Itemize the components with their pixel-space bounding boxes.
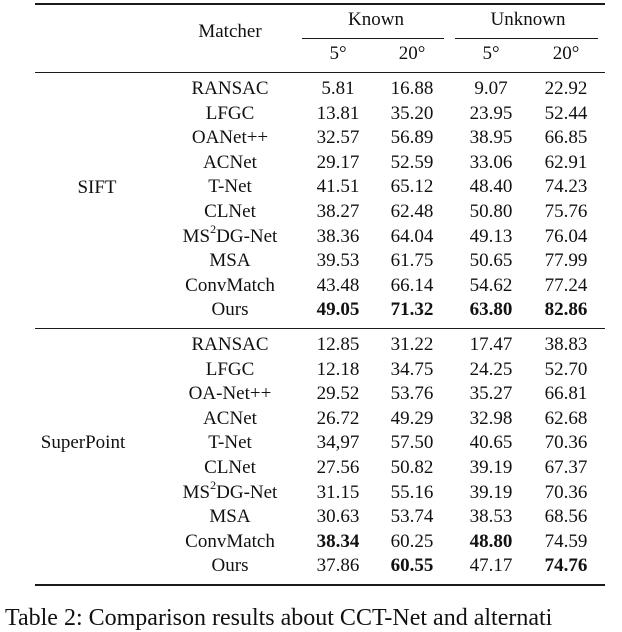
table-cell: 29.52: [316, 383, 360, 405]
table-cell: 5.81: [321, 78, 355, 99]
matcher-name: [203, 408, 257, 430]
table-cell: 67.37: [544, 457, 588, 478]
table-cell: 64.04: [390, 225, 434, 247]
table-cell: 35.27: [469, 383, 513, 405]
matcher-header: Matcher: [198, 21, 262, 42]
table-cell: 55.16: [390, 481, 434, 503]
matcher-name: [182, 478, 278, 504]
table-cell: 53.74: [390, 506, 434, 528]
table-cell: 68.56: [544, 506, 588, 528]
matcher-name: [189, 383, 272, 405]
table-cell: 74.23: [544, 176, 588, 198]
table-cell: 39.53: [316, 250, 360, 272]
matcher-name: [208, 432, 252, 454]
table-cell: 66.81: [544, 383, 588, 405]
matcher-name-text: MSA: [209, 250, 251, 272]
matcher-name-text: CLNet: [204, 201, 256, 222]
table-cell: 56.89: [390, 127, 434, 149]
table-cell: 13.81: [316, 102, 360, 124]
detector-label: SuperPoint: [40, 432, 126, 453]
matcher-name: [204, 201, 256, 223]
table-cell: 37.86: [316, 555, 360, 577]
threshold-header: 5°: [329, 43, 347, 64]
table-cell: 17.47: [469, 334, 513, 355]
matcher-name: [185, 275, 275, 297]
table-cell: 12.18: [316, 358, 360, 380]
table-cell: 31.15: [316, 481, 360, 503]
matcher-name-text: CLNet: [204, 457, 256, 478]
matcher-name-text: Ours: [211, 555, 249, 577]
table-cell: 60.55: [390, 555, 434, 577]
matcher-name: [185, 531, 275, 553]
header-rule: [35, 72, 605, 73]
table-cell: 24.25: [469, 358, 513, 380]
matcher-name-text: ACNet: [203, 151, 257, 173]
known-cmidrule: [302, 38, 444, 39]
matcher-name: [191, 334, 268, 356]
table-cell: 54.62: [469, 274, 513, 296]
table-cell: 38.83: [544, 334, 588, 355]
table-cell: 38.95: [469, 127, 513, 149]
matcher-name-text: MS: [182, 481, 211, 503]
matcher-name: [209, 250, 250, 272]
table-cell: 26.72: [316, 407, 360, 429]
table-cell: 39.19: [469, 457, 513, 478]
matcher-name: [208, 176, 252, 198]
known-header: Known: [348, 9, 404, 30]
table-cell: 70.36: [544, 481, 588, 503]
table-cell: 32.57: [316, 127, 360, 149]
table-cell: 34.75: [390, 358, 434, 380]
matcher-name: [206, 103, 255, 125]
table-cell: 61.75: [390, 250, 434, 272]
table-cell: 12.85: [316, 334, 360, 355]
table-cell: 71.32: [390, 299, 434, 321]
matcher-name-text: T-Net: [208, 176, 252, 198]
table-cell: 66.14: [390, 274, 434, 296]
table-cell: 33.06: [469, 151, 513, 173]
table-cell: 22.92: [544, 78, 588, 99]
table-cell: 38.36: [316, 225, 360, 247]
table-cell: 39.19: [469, 481, 513, 503]
table-cell: 23.95: [469, 102, 513, 124]
matcher-name: [209, 506, 250, 528]
matcher-name-text: LFGC: [205, 358, 255, 380]
table-cell: 50.82: [390, 457, 434, 478]
table-cell: 16.88: [390, 78, 434, 99]
matcher-name-suffix: DG-Net: [216, 481, 278, 503]
table-cell: 50.80: [469, 201, 513, 222]
table-cell: 41.51: [316, 176, 360, 198]
table-cell: 9.07: [474, 78, 508, 99]
matcher-name-text: Ours: [211, 299, 249, 321]
detector-label: SIFT: [77, 177, 117, 198]
bottom-rule: [35, 584, 605, 586]
table-cell: 29.17: [316, 151, 360, 173]
matcher-name-text: LFGC: [205, 102, 255, 124]
matcher-name-text: RANSAC: [191, 334, 269, 355]
table-cell: 38.34: [316, 530, 360, 552]
table-cell: 77.24: [544, 274, 588, 296]
table-cell: 70.36: [544, 432, 588, 454]
table-cell: 49.29: [390, 407, 434, 429]
matcher-name-text: OANet++: [191, 127, 269, 149]
matcher-name: [191, 78, 268, 100]
matcher-name-suffix: DG-Net: [216, 225, 278, 247]
table-cell: 75.76: [544, 201, 588, 222]
matcher-name: [212, 555, 249, 577]
table-cell: 62.68: [544, 407, 588, 429]
table-cell: 76.04: [544, 225, 588, 247]
table-cell: 40.65: [469, 432, 513, 454]
matcher-name: [204, 457, 256, 479]
table-cell: 77.99: [544, 250, 588, 272]
table-cell: 43.48: [316, 274, 360, 296]
table-cell: 30.63: [316, 506, 360, 528]
table-cell: 35.20: [390, 102, 434, 124]
table-cell: 50.65: [469, 250, 513, 272]
matcher-name-text: ConvMatch: [185, 274, 275, 296]
table-cell: 34,97: [316, 432, 360, 454]
table-cell: 66.85: [544, 127, 588, 149]
table-cell: 47.17: [469, 555, 513, 577]
unknown-header: Unknown: [490, 9, 566, 30]
matcher-name: [206, 359, 255, 381]
table-cell: 38.53: [469, 506, 513, 528]
table-cell: 48.40: [469, 176, 513, 198]
table-cell: 52.70: [544, 358, 588, 380]
table-cell: 32.98: [469, 407, 513, 429]
table-cell: 62.48: [390, 201, 434, 222]
matcher-name-text: T-Net: [208, 432, 252, 454]
table-cell: 65.12: [390, 176, 434, 198]
table-cell: 48.80: [469, 530, 513, 552]
table-cell: 52.59: [390, 151, 434, 173]
top-rule: [35, 3, 605, 5]
matcher-name-text: ACNet: [203, 407, 257, 429]
table-cell: 60.25: [390, 530, 434, 552]
unknown-cmidrule: [455, 38, 598, 39]
table-cell: 31.22: [390, 334, 434, 355]
table-cell: 53.76: [390, 383, 434, 405]
table-cell: 49.05: [316, 299, 360, 321]
matcher-name-text: OA-Net++: [188, 383, 272, 405]
threshold-header: 20°: [398, 43, 426, 64]
matcher-name-text: ConvMatch: [185, 530, 275, 552]
matcher-superscript: 2: [210, 222, 217, 237]
table-cell: 38.27: [316, 201, 360, 222]
matcher-name-text: RANSAC: [191, 78, 269, 99]
table-cell: 62.91: [544, 151, 588, 173]
matcher-name: [182, 222, 278, 248]
table-cell: 27.56: [316, 457, 360, 478]
table-caption: Table 2: Comparison results about CCT-Net and alternati: [5, 605, 553, 631]
threshold-header: 5°: [482, 43, 500, 64]
table-cell: 52.44: [544, 102, 588, 124]
table-cell: 82.86: [544, 299, 588, 321]
table-cell: 57.50: [390, 432, 434, 454]
matcher-name: [203, 152, 257, 174]
threshold-header: 20°: [552, 43, 580, 64]
table-cell: 63.80: [469, 299, 513, 321]
table-cell: 49.13: [469, 225, 513, 247]
matcher-name: [192, 127, 268, 149]
matcher-name-text: MS: [182, 225, 211, 247]
matcher-name: [212, 299, 249, 321]
section-rule: [35, 328, 605, 329]
table-cell: 74.59: [544, 530, 588, 552]
matcher-superscript: 2: [210, 478, 217, 493]
table-cell: 74.76: [544, 555, 588, 577]
matcher-name-text: MSA: [209, 506, 251, 528]
